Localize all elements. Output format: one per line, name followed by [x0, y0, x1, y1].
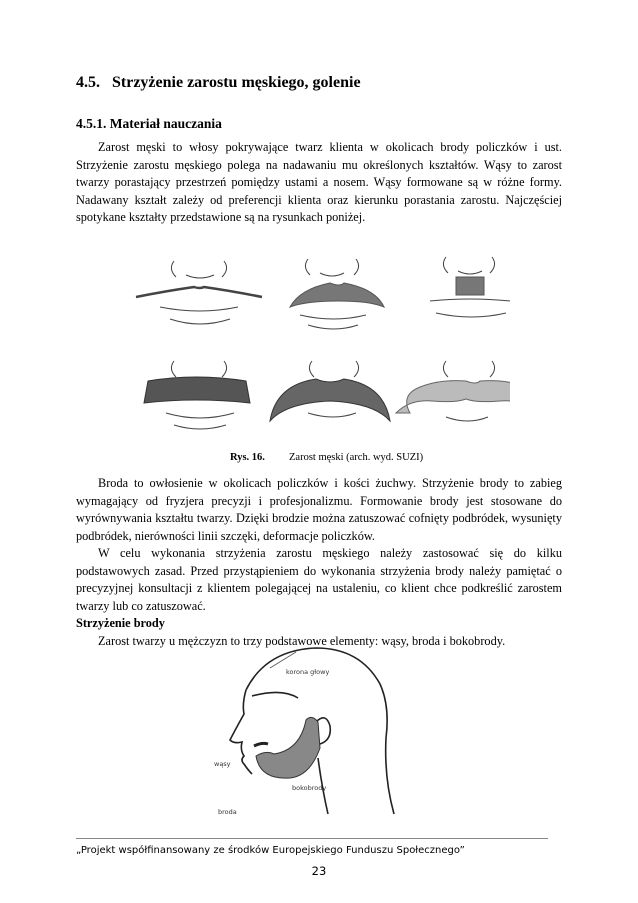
label-mustache: wąsy [214, 760, 231, 768]
mustache-style-5 [270, 361, 390, 421]
label-crown: korona głowy [286, 668, 330, 676]
mustache-shape [254, 743, 268, 746]
mustache-style-4 [144, 361, 250, 429]
mustache-style-1 [136, 261, 262, 324]
figure-caption: Zarost męski (arch. wyd. SUZI) [289, 452, 424, 463]
beard-shape [256, 717, 320, 778]
beard-section-title: Strzyżenie brody [76, 616, 165, 630]
mustache-style-3 [430, 257, 510, 317]
beard-paragraph [76, 475, 562, 650]
footer-divider [76, 838, 548, 839]
section-title: Strzyżenie zarostu męskiego, golenie [112, 74, 361, 91]
intro-text: Zarost męski to włosy pokrywające twarz klienta w okolicach brody policzków i ust. Strzyżenie zarostu męskiego polega na nadawaniu mu określonych kształtów. Wąsy to zarost twarzy porastający przestrzeń pomiędzy ustami a nosem. Wąsy formowane są w różne formy. Nadawany kształt zależy od preferencji klienta oraz kierunku porastania zarostu. Najczęściej spotykane kształty przedstawione są na rysunkach poniżej. [76, 140, 562, 224]
page-number: 23 [311, 864, 327, 878]
figure-label: Rys. 16. [230, 452, 265, 463]
label-beard: broda [218, 808, 237, 816]
section-heading [76, 74, 361, 92]
intro-paragraph [76, 139, 562, 227]
mustache-style-2 [290, 259, 384, 329]
head-profile-diagram [198, 638, 398, 818]
facial-hair-elements-text: Zarost twarzy u mężczyzn to trzy podstawowe elementy: wąsy, broda i bokobrody. [98, 633, 506, 648]
section-number: 4.5. [76, 74, 100, 91]
beard-text: Broda to owłosienie w okolicach policzków i kości żuchwy. Strzyżenie brody to zabieg wymagający od fryzjera precyzji i profesjonalizmu. Formowanie brody jest stosowane do wyrównywania kształtu twarzy. Dzięki brodzie można zatuszować cofnięty podbródek, wysunięty podbródek, nierówności linii szczęki, deformacje policzków. [76, 476, 562, 543]
label-sideburns: bokobrody [292, 784, 327, 792]
mustache-illustrations [130, 253, 510, 433]
mustache-style-6 [396, 361, 510, 421]
subsection-heading: 4.5.1. Materiał nauczania [76, 116, 222, 131]
beard-rules-text: W celu wykonania strzyżenia zarostu męskiego należy zastosować się do kilku podstawowych zasad. Przed przystąpieniem do wykonania strzyżenia brody należy pamiętać o precyzyjnej konsultacji z klientem polegającej na ustaleniu, co klient chce podkreślić zarostem twarzy lub co zatuszować. [76, 546, 562, 613]
funding-note: „Projekt współfinansowany ze środków Europejskiego Funduszu Społecznego” [76, 845, 465, 856]
